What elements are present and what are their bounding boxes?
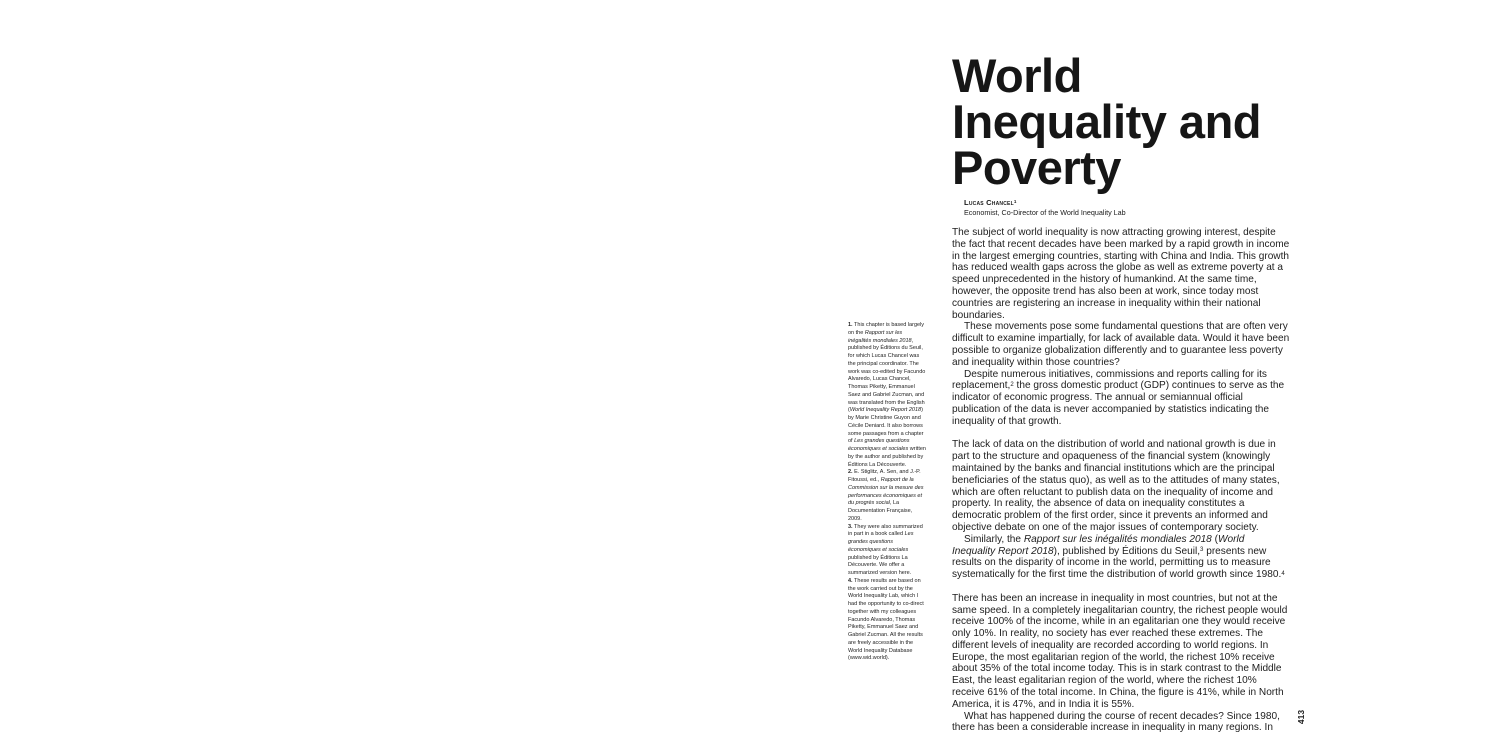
body-text bbox=[952, 227, 1290, 734]
page-number: 413 bbox=[1296, 709, 1306, 725]
paragraph: Despite numerous initiatives, commissions and reports calling for its replacement,$^2$ the gross domestic product (GDP) continues to serve as the indicator of economic progress. The annual or semiannual official publication of the data is never accompanied by statistics indicating the inequality of that growth. bbox=[952, 368, 1285, 427]
footnotes bbox=[848, 322, 926, 663]
footnote-ref: 4 bbox=[1281, 570, 1285, 577]
paragraph: The subject of world inequality is now attracting growing interest, despite the fact that recent decades have been marked by a rapid growth in income in the largest emerging countries, starting with China and India. This growth has reduced wealth gaps across the globe as well as extreme poverty at a speed unprecedented in the history of humankind. At the same time, however, the opposite trend has also been at work, since today most countries are registering an increase in inequality within their national boundaries. bbox=[952, 227, 1290, 321]
author-role: Economist, Co-Director of the World Inequality Lab bbox=[964, 208, 1126, 217]
paragraph: What has happened during the course of recent decades? Since 1980, there has been a considerable increase in inequality in many regions. In bbox=[952, 710, 1280, 734]
byline bbox=[964, 198, 1284, 218]
footnote: 3. They were also summarized in part in a book called Les grandes questions économiques et sociales published by Éditions La Découverte. We offer a summarized version here. bbox=[848, 523, 923, 576]
footnote: 2. E. Stiglitz, A. Sen, and J.-P. Fitoussi, ed., Rapport de la Commission sur la mesure des performances économiques et du progrès social, La Documentation Française, 2009. bbox=[848, 469, 924, 522]
paragraph: The lack of data on the distribution of world and national growth is due in part to the structure and opaqueness of the financial system (knowingly maintained by the banks and financial institutions which are the principal beneficiaries of the status quo), as well as to the attitudes of many states, which are often reluctant to publish data on the inequality of income and property. In reality, the absence of data on inequality constitutes a democratic problem of the first order, since it prevents an informed and objective debate on one of the major issues of contemporary society. bbox=[952, 439, 1280, 533]
footnote-ref: 1 bbox=[1013, 199, 1017, 205]
footnote: 4. These results are based on the work carried out by the World Inequality Lab, which I had the opportunity to co-direct together with my colleagues Facundo Alvaredo, Thomas Piketty, Emmanuel Saez and Gabriel Zucman. All the results are freely accessible in the World Inequality Database (www.wid.world). bbox=[848, 577, 924, 662]
author-name: Lucas Chancel$^1$ bbox=[964, 198, 1017, 207]
footnote-ref: 3 bbox=[1200, 547, 1204, 554]
title-line: World bbox=[952, 49, 1082, 103]
paragraph: There has been an increase in inequality in most countries, but not at the same speed. In a completely inegalitarian country, the richest people would receive 100% of the income, while in an egalitarian one they would receive only 10%. In reality, no society has ever reached these extremes. The different levels of inequality are recorded according to world regions. In Europe, the most egalitarian region of the world, the richest 10% receive about 35% of the total income today. This is in stark contrast to the Middle East, the least egalitarian region of the world, where the richest 10% receive 61% of the total income. In China, the figure is 41%, while in North America, it is 47%, and in India it is 55%. bbox=[952, 592, 1288, 710]
footnote: 1. This chapter is based largely on the Rapport sur les inégalités mondiales 2018, published by Éditions du Seuil, for which Lucas Chancel was the principal coordinator. The work was co-edited by Facundo Alvaredo, Lucas Chancel, Thomas Piketty, Emmanuel Saez and Gabriel Zucman, and was translated from the English (World Inequality Report 2018) by Marie Christine Guyon and Cécile Deniard. It also borrows some passages from a chapter of Les grandes questions économiques et sociales written by the author and published by Éditions La Découverte. bbox=[848, 322, 926, 468]
title-line: Inequality and bbox=[952, 95, 1261, 149]
title-line: Poverty bbox=[952, 141, 1121, 195]
paragraph: These movements pose some fundamental questions that are often very difficult to examine impartially, for lack of available data. Would it have been possible to organize globalization differently and to guarantee less poverty and inequality within those countries? bbox=[952, 321, 1290, 368]
footnote-ref: 2 bbox=[1010, 381, 1014, 388]
chapter-title bbox=[952, 49, 1312, 195]
paragraph: Similarly, the Rapport sur les inégalités mondiales 2018 (World Inequality Report 2018), published by Éditions du Seuil,$^3$ presents new results on the disparity of income in the world, permitting us to measure systematically for the first time the distribution of world growth since 1980.$^4$ bbox=[952, 533, 1285, 581]
